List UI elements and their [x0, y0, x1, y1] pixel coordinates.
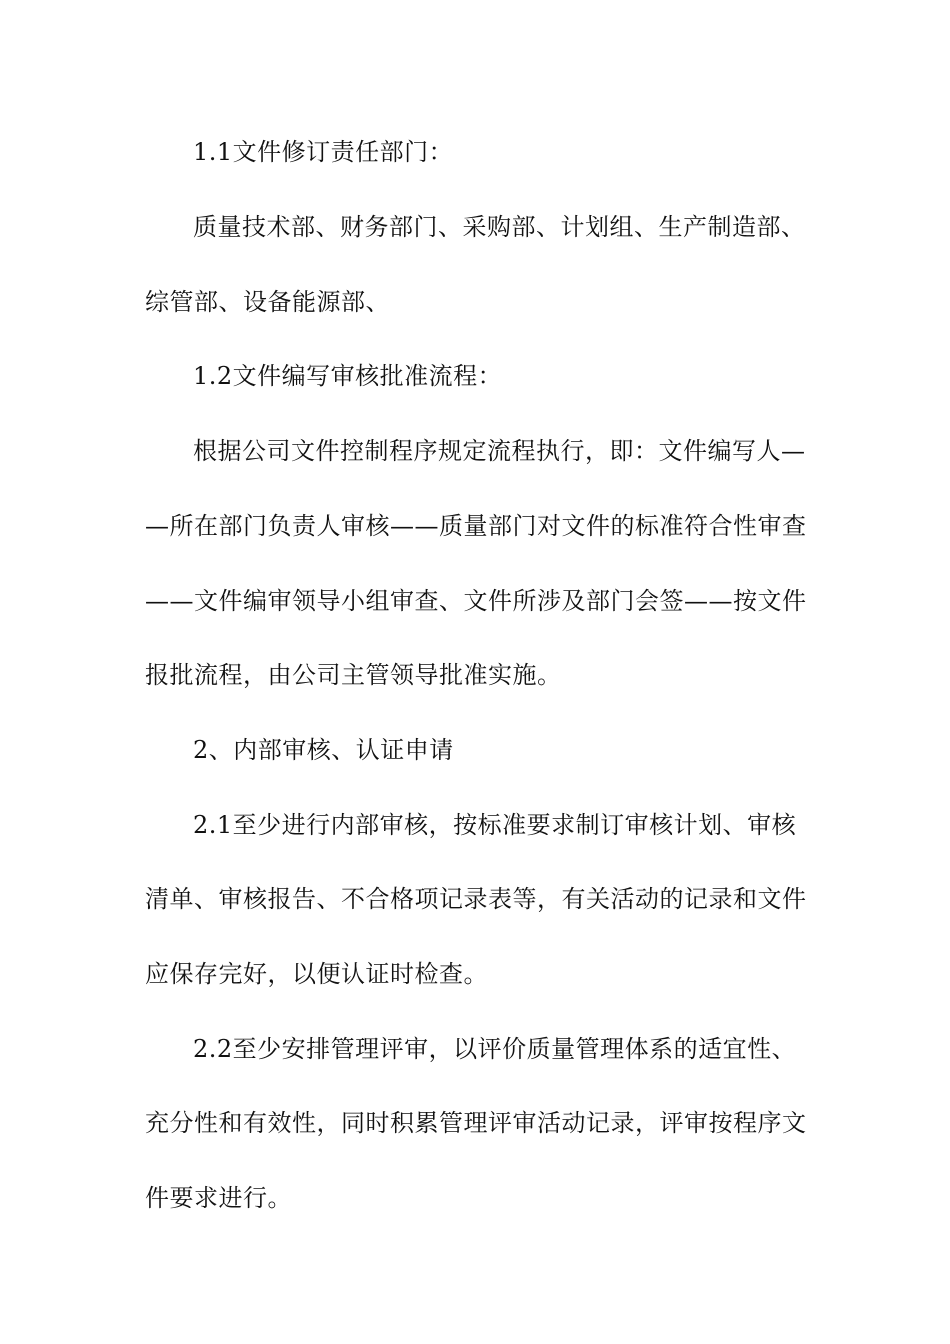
section-1-1-body-line-2: 综管部、设备能源部、	[145, 288, 390, 316]
section-1-1-body-line-1: 质量技术部、财务部门、采购部、计划组、生产制造部、	[193, 213, 806, 241]
section-1-2-heading: 1.2文件编写审核批准流程：	[193, 362, 503, 390]
section-2-1-line-1: 2.1至少进行内部审核，按标准要求制订审核计划、审核	[193, 811, 797, 839]
section-1-2-body-line-4: 报批流程，由公司主管领导批准实施。	[145, 661, 562, 689]
section-2-heading: 2、内部审核、认证申请	[193, 736, 454, 764]
section-1-2-body-line-2: —所在部门负责人审核——质量部门对文件的标准符合性审查	[145, 512, 807, 540]
section-2-1-line-2: 清单、审核报告、不合格项记录表等，有关活动的记录和文件	[145, 885, 807, 913]
section-2-1-line-3: 应保存完好，以便认证时检查。	[145, 960, 488, 988]
section-2-2-line-1: 2.2至少安排管理评审，以评价质量管理体系的适宜性、	[193, 1035, 797, 1063]
section-1-1-heading: 1.1文件修订责任部门：	[193, 138, 454, 166]
section-1-2-body-line-1: 根据公司文件控制程序规定流程执行，即：文件编写人—	[193, 437, 806, 465]
section-2-2-line-2: 充分性和有效性，同时积累管理评审活动记录，评审按程序文	[145, 1109, 807, 1137]
section-2-2-line-3: 件要求进行。	[145, 1184, 292, 1212]
section-1-2-body-line-3: ——文件编审领导小组审查、文件所涉及部门会签——按文件	[145, 587, 807, 615]
